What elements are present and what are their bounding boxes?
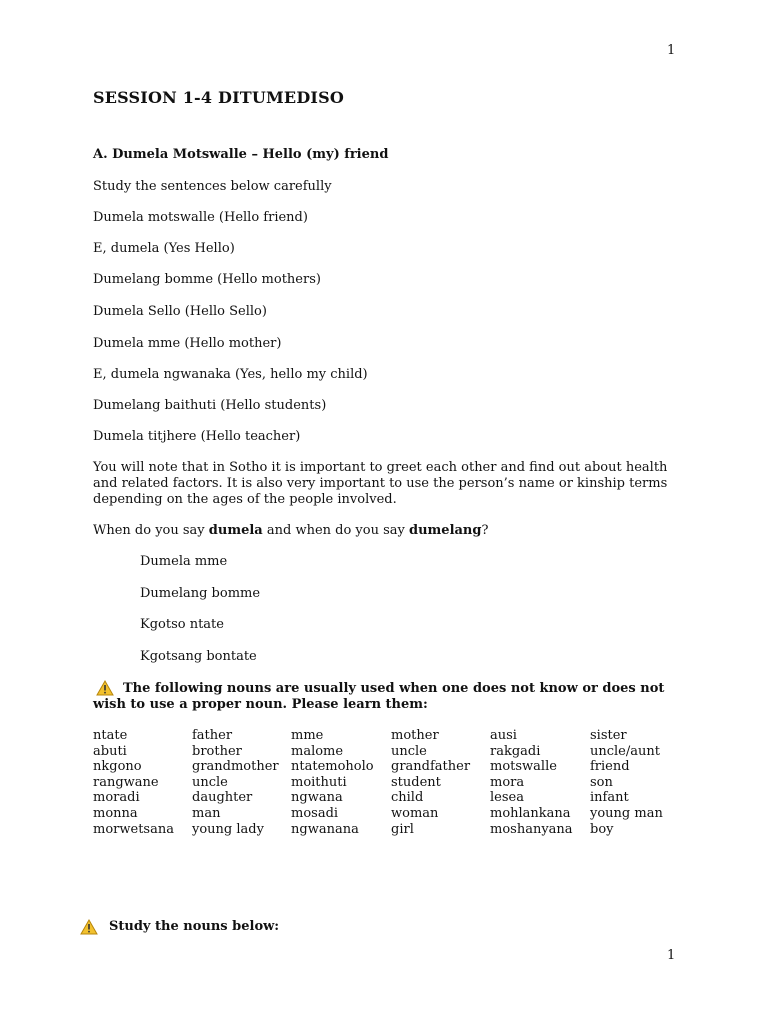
table-cell: mosadi	[291, 805, 339, 821]
table-cell: infant	[590, 790, 629, 806]
explanation-paragraph: You will note that in Sotho it is important to greet each other and find out about health and related factors. It is also very important to use the person’s name or kinship terms depending on the ages of the people involved.	[93, 460, 668, 507]
section-heading: A. Dumela Motswalle – Hello (my) friend	[93, 147, 389, 162]
table-cell: young man	[590, 805, 663, 821]
table-cell: brother	[192, 743, 242, 759]
table-cell: moshanyana	[490, 821, 573, 837]
nouns-table	[93, 728, 680, 837]
sentence-8: Dumela titjhere (Hello teacher)	[93, 429, 301, 444]
table-cell: son	[590, 774, 613, 790]
example-2: Dumelang bomme	[140, 586, 261, 601]
sentence-1: Dumela motswalle (Hello friend)	[93, 210, 308, 225]
sentence-6: E, dumela ngwanaka (Yes, hello my child)	[93, 367, 368, 382]
sentence-7: Dumelang baithuti (Hello students)	[93, 398, 327, 413]
table-cell: ngwanana	[291, 821, 359, 837]
sentence-2: E, dumela (Yes Hello)	[93, 241, 235, 256]
table-cell: boy	[590, 821, 614, 837]
table-cell: abuti	[93, 743, 127, 759]
table-cell: grandfather	[391, 759, 471, 775]
table-cell: moithuti	[291, 774, 347, 790]
table-cell: mora	[490, 774, 525, 790]
question-line	[93, 523, 488, 538]
table-cell: moradi	[93, 790, 140, 806]
table-cell: sister	[590, 728, 627, 743]
table-cell: daughter	[192, 790, 253, 806]
table-cell: mohlankana	[490, 805, 571, 821]
table-cell: man	[192, 805, 221, 821]
question-suffix: ?	[481, 523, 489, 538]
table-row	[93, 728, 680, 744]
table-cell: ausi	[490, 728, 517, 743]
question-word-dumela: dumela	[208, 523, 263, 538]
page-number-bottom: 1	[667, 948, 676, 963]
page-title: SESSION 1-4 DITUMEDISO	[93, 88, 344, 107]
table-cell: ngwana	[291, 790, 343, 806]
table-cell: uncle	[192, 774, 228, 790]
table-cell: grandmother	[192, 759, 279, 775]
nouns-notice: The following nouns are usually used when one does not know or does not wish to use a proper noun. Please learn them:	[93, 681, 665, 712]
table-row	[93, 806, 680, 822]
warning-triangle-icon	[80, 919, 98, 935]
table-cell: child	[391, 790, 424, 806]
table-cell: mother	[391, 728, 439, 743]
table-row	[93, 759, 680, 775]
table-cell: father	[192, 728, 233, 743]
table-cell: rakgadi	[490, 743, 541, 759]
question-word-dumelang: dumelang	[409, 523, 482, 538]
table-cell: friend	[590, 759, 630, 775]
question-prefix: When do you say	[93, 523, 209, 538]
table-cell: uncle/aunt	[590, 743, 660, 759]
table-cell: motswalle	[490, 759, 557, 775]
table-row	[93, 775, 680, 791]
page-number-top: 1	[667, 43, 676, 58]
table-cell: mme	[291, 728, 324, 743]
table-row	[93, 790, 680, 806]
question-middle: and when do you say	[262, 523, 409, 538]
sentence-5: Dumela mme (Hello mother)	[93, 336, 282, 351]
intro-text: Study the sentences below carefully	[93, 179, 332, 194]
table-cell: young lady	[192, 821, 264, 837]
table-cell: rangwane	[93, 774, 159, 790]
table-cell: malome	[291, 743, 344, 759]
table-cell: student	[391, 774, 441, 790]
table-cell: nkgono	[93, 759, 142, 775]
sentence-3: Dumelang bomme (Hello mothers)	[93, 272, 321, 287]
example-4: Kgotsang bontate	[140, 649, 257, 664]
table-cell: ntatemoholo	[291, 759, 374, 775]
table-cell: ntate	[93, 728, 128, 743]
table-row	[93, 822, 680, 838]
example-3: Kgotso ntate	[140, 617, 224, 632]
table-cell: girl	[391, 821, 414, 837]
table-cell: woman	[391, 805, 439, 821]
table-cell: monna	[93, 805, 138, 821]
example-1: Dumela mme	[140, 554, 228, 569]
table-cell: uncle	[391, 743, 427, 759]
study-nouns-heading: Study the nouns below:	[109, 919, 280, 934]
sentence-4: Dumela Sello (Hello Sello)	[93, 304, 267, 319]
table-cell: morwetsana	[93, 821, 174, 837]
table-row	[93, 744, 680, 760]
table-cell: lesea	[490, 790, 524, 806]
